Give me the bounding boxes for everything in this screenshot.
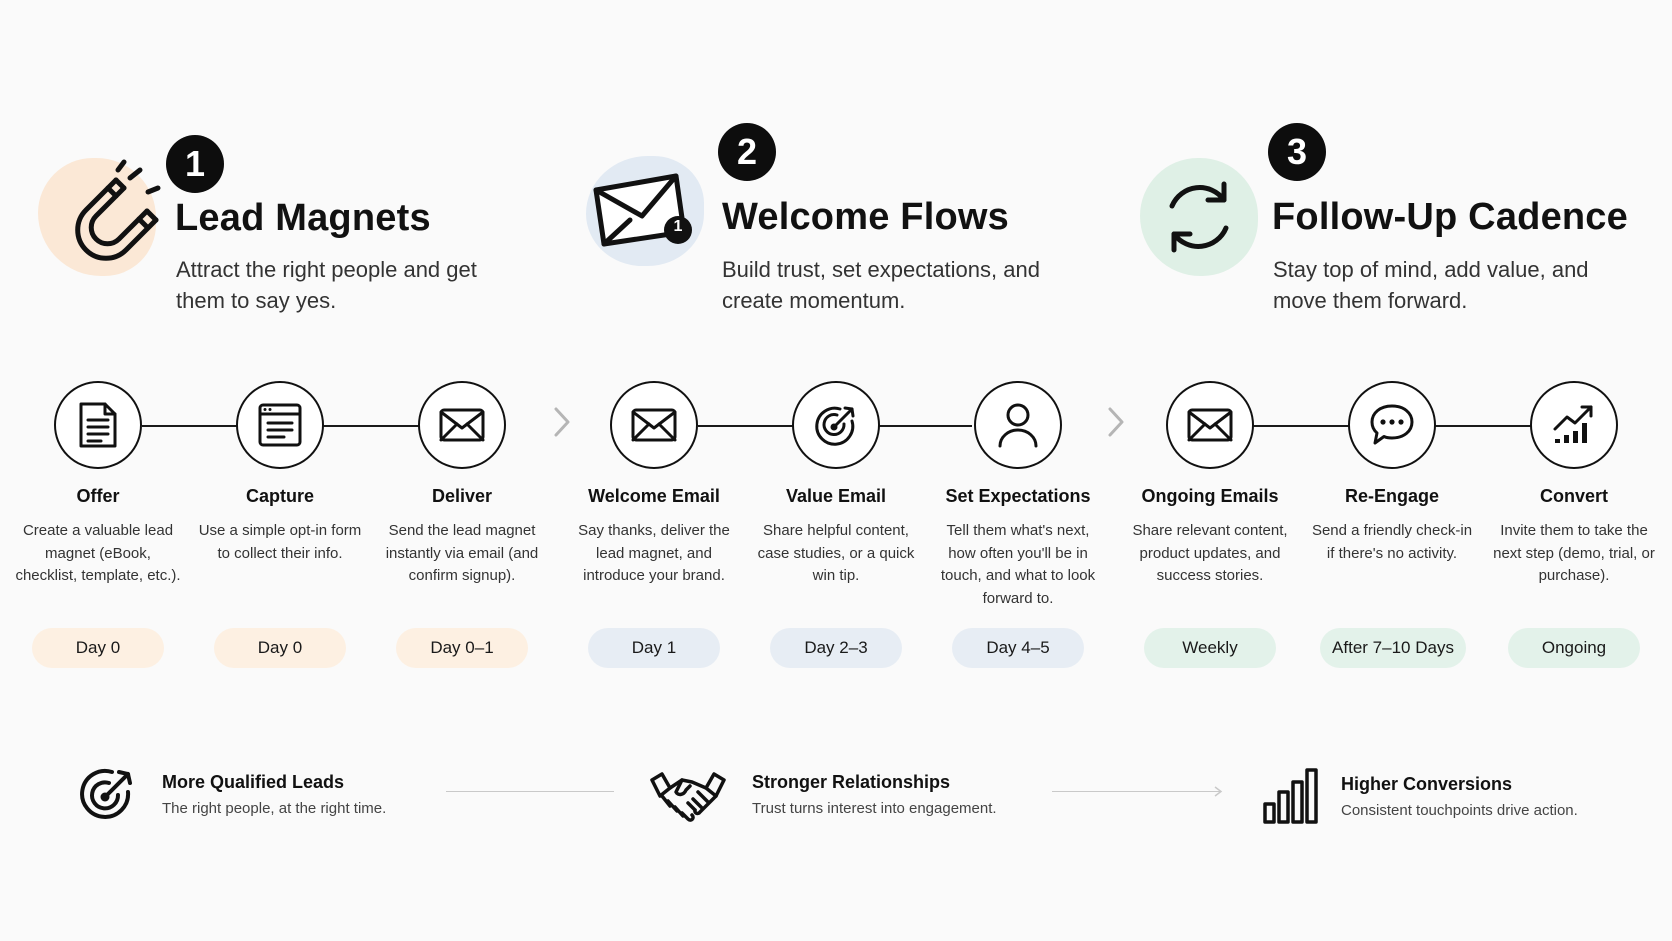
timing-badge: Day 0 xyxy=(214,628,346,668)
step-circle-convert xyxy=(1530,381,1618,469)
step-description: Send a friendly check-in if there's no activity. xyxy=(1311,522,1473,562)
envelope-icon xyxy=(1186,407,1234,443)
arrow-right-icon xyxy=(1213,786,1223,797)
step-circle-deliver xyxy=(418,381,506,469)
chat-bubble-icon xyxy=(1369,403,1415,447)
step-circle-welcome-email xyxy=(610,381,698,469)
timing-badge: Day 1 xyxy=(588,628,720,668)
timing-badge: Ongoing xyxy=(1508,628,1640,668)
section-subtitle: Build trust, set expectations, and create momentum. xyxy=(722,257,1040,313)
step-description: Say thanks, deliver the lead magnet, and introduce your brand. xyxy=(578,522,730,584)
step-description: Tell them what's next, how often you'll be in touch, and what to look forward to. xyxy=(940,522,1096,607)
timing-badge: Day 4–5 xyxy=(952,628,1084,668)
step-label: Deliver xyxy=(431,486,493,506)
step-description: Send the lead magnet instantly via email (and confirm signup). xyxy=(385,522,539,584)
step-number-2: 2 xyxy=(718,123,776,181)
step-number-3: 3 xyxy=(1268,123,1326,181)
step-label: Value Email xyxy=(785,486,887,506)
envelope-notification-icon xyxy=(590,170,700,252)
outcome-title: Higher Conversions xyxy=(1341,774,1513,794)
step-label: Offer xyxy=(76,486,120,506)
timing-badge: Weekly xyxy=(1144,628,1276,668)
step-circle-ongoing-emails xyxy=(1166,381,1254,469)
step-label: Capture xyxy=(245,486,314,506)
outcome-subtitle: Trust turns interest into engagement. xyxy=(752,800,997,817)
step-label: Re-Engage xyxy=(1344,486,1440,506)
magnet-icon xyxy=(46,158,164,270)
step-circle-value-email xyxy=(792,381,880,469)
person-icon xyxy=(997,402,1039,448)
section-subtitle: Attract the right people and get them to say yes. xyxy=(176,257,477,313)
step-circle-re-engage xyxy=(1348,381,1436,469)
chevron-right-icon xyxy=(552,405,572,439)
document-icon xyxy=(77,401,119,449)
outcome-title: More Qualified Leads xyxy=(162,772,345,792)
timing-badge: Day 2–3 xyxy=(770,628,902,668)
section-title: Follow-Up Cadence xyxy=(1272,196,1628,238)
divider-line xyxy=(446,791,614,792)
step-description: Invite them to take the next step (demo, trial, or purchase). xyxy=(1493,522,1655,584)
step-description: Use a simple opt-in form to collect their info. xyxy=(198,522,362,562)
section-subtitle: Stay top of mind, add value, and move them forward. xyxy=(1273,257,1589,313)
divider-line xyxy=(1052,791,1220,792)
step-circle-set-expectations xyxy=(974,381,1062,469)
bar-chart-icon xyxy=(1262,766,1320,826)
target-icon xyxy=(812,401,860,449)
chevron-right-icon xyxy=(1106,405,1126,439)
target-icon xyxy=(78,766,136,824)
outcome-subtitle: Consistent touchpoints drive action. xyxy=(1341,802,1578,819)
envelope-icon xyxy=(630,407,678,443)
section-title: Lead Magnets xyxy=(175,197,431,239)
notification-badge: 1 xyxy=(673,218,683,235)
section-title: Welcome Flows xyxy=(722,196,1009,238)
step-label: Convert xyxy=(1539,486,1608,506)
growth-chart-icon xyxy=(1551,403,1597,447)
step-circle-capture xyxy=(236,381,324,469)
step-label: Ongoing Emails xyxy=(1141,486,1279,506)
form-window-icon xyxy=(257,402,303,448)
envelope-icon xyxy=(438,407,486,443)
step-label: Set Expectations xyxy=(945,486,1091,506)
refresh-icon xyxy=(1158,176,1240,258)
outcome-title: Stronger Relationships xyxy=(752,772,951,792)
step-description: Share relevant content, product updates, and success stories. xyxy=(1132,522,1288,584)
handshake-icon xyxy=(648,768,728,828)
step-description: Share helpful content, case studies, or a quick win tip. xyxy=(757,522,915,584)
step-number-1: 1 xyxy=(166,135,224,193)
timing-badge: After 7–10 Days xyxy=(1320,628,1466,668)
outcome-subtitle: The right people, at the right time. xyxy=(162,800,387,817)
timing-badge: Day 0–1 xyxy=(396,628,528,668)
step-label: Welcome Email xyxy=(588,486,720,506)
step-circle-offer xyxy=(54,381,142,469)
timing-badge: Day 0 xyxy=(32,628,164,668)
step-description: Create a valuable lead magnet (eBook, checklist, template, etc.). xyxy=(15,522,181,584)
